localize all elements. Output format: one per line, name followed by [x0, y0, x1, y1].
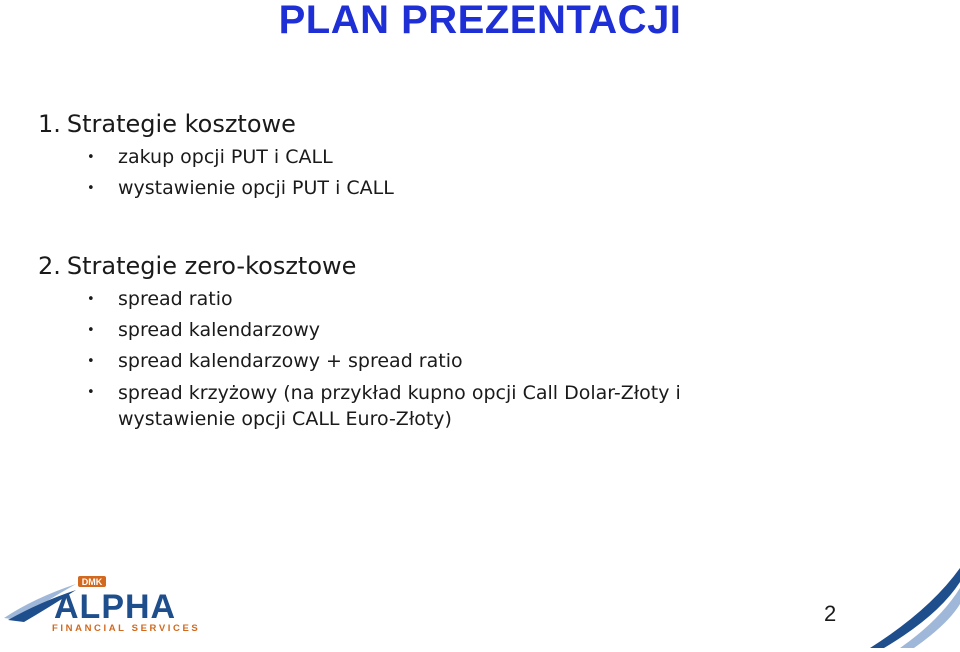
list-item: • spread krzyżowy (na przykład kupno opcji Call Dolar-Złoty i wystawienie opcji CALL Euro-Złoty) — [87, 382, 681, 430]
section-zero-cost-strategies — [38, 250, 838, 432]
bullet-list — [38, 284, 838, 432]
list-item: • spread kalendarzowy + spread ratio — [38, 346, 838, 377]
bullet-icon: • — [87, 385, 95, 400]
section-title: Strategie zero-kosztowe — [66, 252, 357, 280]
corner-swoosh-icon — [840, 560, 960, 648]
section-cost-strategies — [38, 108, 838, 204]
alpha-logo-icon — [4, 568, 204, 634]
bullet-icon: • — [87, 150, 95, 165]
list-item: • spread kalendarzowy — [38, 315, 838, 346]
page-number: 2 — [824, 601, 837, 626]
section-heading — [38, 250, 838, 282]
company-logo — [4, 568, 204, 634]
slide-title: PLAN PREZENTACJI — [278, 0, 682, 42]
list-item: • wystawienie opcji PUT i CALL — [38, 173, 838, 204]
section-number: 2. — [38, 252, 61, 280]
list-item: • spread ratio — [38, 284, 838, 315]
list-item: • zakup opcji PUT i CALL — [38, 142, 838, 173]
section-heading — [38, 108, 838, 140]
bullet-icon: • — [87, 354, 95, 369]
svg-text:DMK: DMK — [81, 577, 103, 587]
bullet-icon: • — [87, 181, 95, 196]
svg-text:ALPHA: ALPHA — [54, 588, 177, 626]
bullet-icon: • — [87, 292, 95, 307]
bullet-icon: • — [87, 323, 95, 338]
bullet-list — [38, 142, 838, 204]
svg-text:FINANCIAL SERVICES: FINANCIAL SERVICES — [52, 623, 201, 634]
section-title: Strategie kosztowe — [66, 110, 296, 138]
section-number: 1. — [38, 110, 61, 138]
